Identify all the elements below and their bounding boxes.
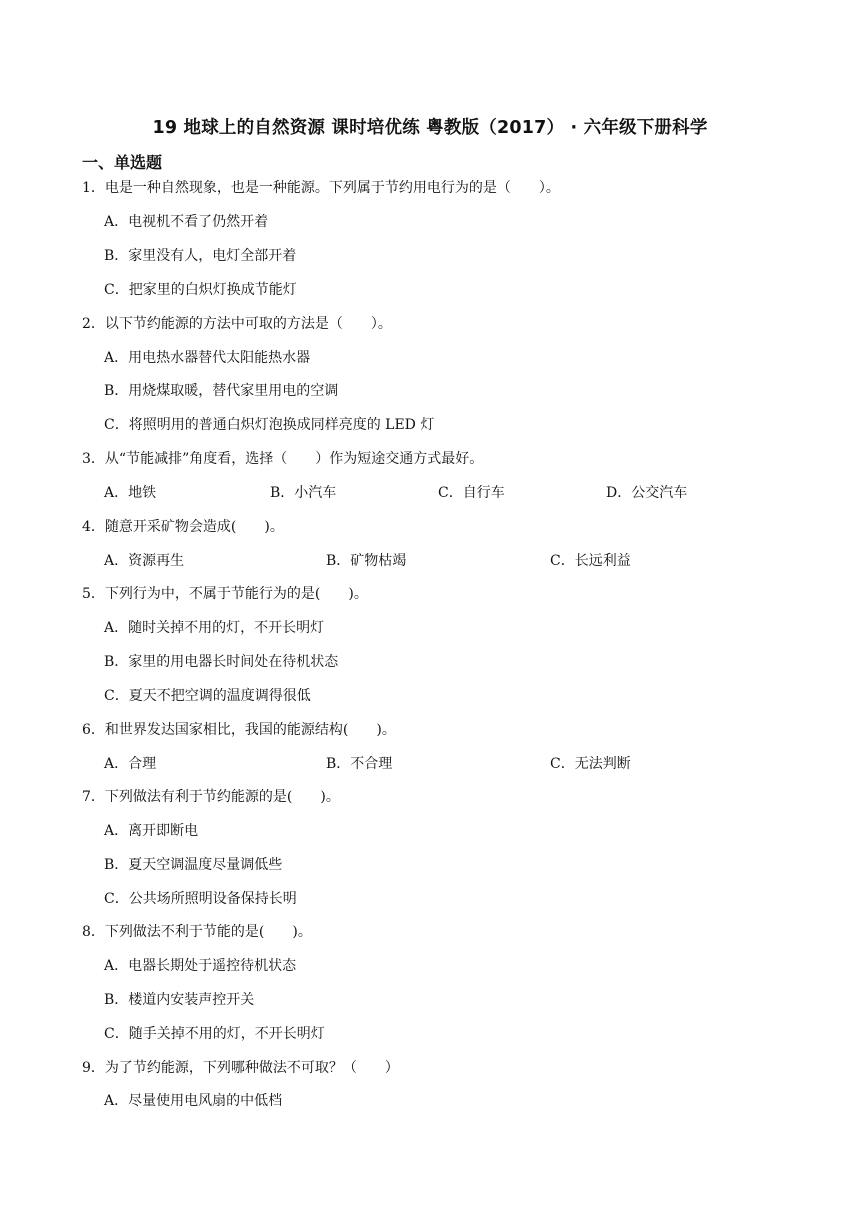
page-title: 19 地球上的自然资源 课时培优练 粤教版（2017） · 六年级下册科学 [152,118,708,138]
question-4-option-a[interactable]: A．资源再生 [104,553,185,569]
question-2-option-c[interactable]: C．将照明用的普通白炽灯泡换成同样亮度的 LED 灯 [104,417,435,433]
question-1-option-c[interactable]: C．把家里的白炽灯换成节能灯 [104,282,297,298]
question-1-option-b[interactable]: B．家里没有人，电灯全部开着 [104,248,297,264]
question-7-option-b[interactable]: B．夏天空调温度尽量调低些 [104,857,283,873]
question-8-option-b[interactable]: B．楼道内安装声控开关 [104,992,255,1008]
question-4-stem: 4．随意开采矿物会造成( )。 [82,519,284,535]
question-5-option-b[interactable]: B．家里的用电器长时间处在待机状态 [104,654,339,670]
question-3-option-d[interactable]: D．公交汽车 [606,485,688,501]
question-5-option-c[interactable]: C．夏天不把空调的温度调得很低 [104,688,311,704]
question-7-option-a[interactable]: A．离开即断电 [104,823,199,839]
question-8-stem: 8．下列做法不利于节能的是( )。 [82,924,312,940]
question-7-stem: 7．下列做法有利于节约能源的是( )。 [82,789,340,805]
section-heading: 一、单选题 [82,153,163,172]
question-6-option-b[interactable]: B．不合理 [326,756,393,772]
question-9-option-a[interactable]: A．尽量使用电风扇的中低档 [104,1093,283,1109]
question-4-option-c[interactable]: C．长远利益 [550,553,631,569]
question-2-stem: 2．以下节约能源的方法中可取的方法是（ ）。 [82,316,392,332]
question-5-option-a[interactable]: A．随时关掉不用的灯，不开长明灯 [104,620,325,636]
question-4-option-b[interactable]: B．矿物枯竭 [326,553,407,569]
question-2-option-b[interactable]: B．用烧煤取暖，替代家里用电的空调 [104,383,339,399]
question-2-option-a[interactable]: A．用电热水器替代太阳能热水器 [104,350,311,366]
question-5-stem: 5．下列行为中，不属于节能行为的是( )。 [82,586,368,602]
question-3-option-c[interactable]: C．自行车 [438,485,505,501]
question-1-stem: 1．电是一种自然现象，也是一种能源。下列属于节约用电行为的是（ ）。 [82,180,560,196]
question-9-stem: 9．为了节约能源，下列哪种做法不可取？（ ） [82,1060,399,1076]
question-3-option-b[interactable]: B．小汽车 [270,485,337,501]
question-6-option-a[interactable]: A．合理 [104,756,157,772]
question-6-stem: 6．和世界发达国家相比，我国的能源结构( )。 [82,722,396,738]
question-6-option-c[interactable]: C．无法判断 [550,756,631,772]
question-7-option-c[interactable]: C．公共场所照明设备保持长明 [104,891,297,907]
question-3-option-a[interactable]: A．地铁 [104,485,157,501]
question-8-option-a[interactable]: A．电器长期处于遥控待机状态 [104,958,297,974]
question-8-option-c[interactable]: C．随手关掉不用的灯，不开长明灯 [104,1026,325,1042]
question-1-option-a[interactable]: A．电视机不看了仍然开着 [104,214,269,230]
question-3-stem: 3．从“节能减排”角度看，选择（ ）作为短途交通方式最好。 [82,451,484,467]
